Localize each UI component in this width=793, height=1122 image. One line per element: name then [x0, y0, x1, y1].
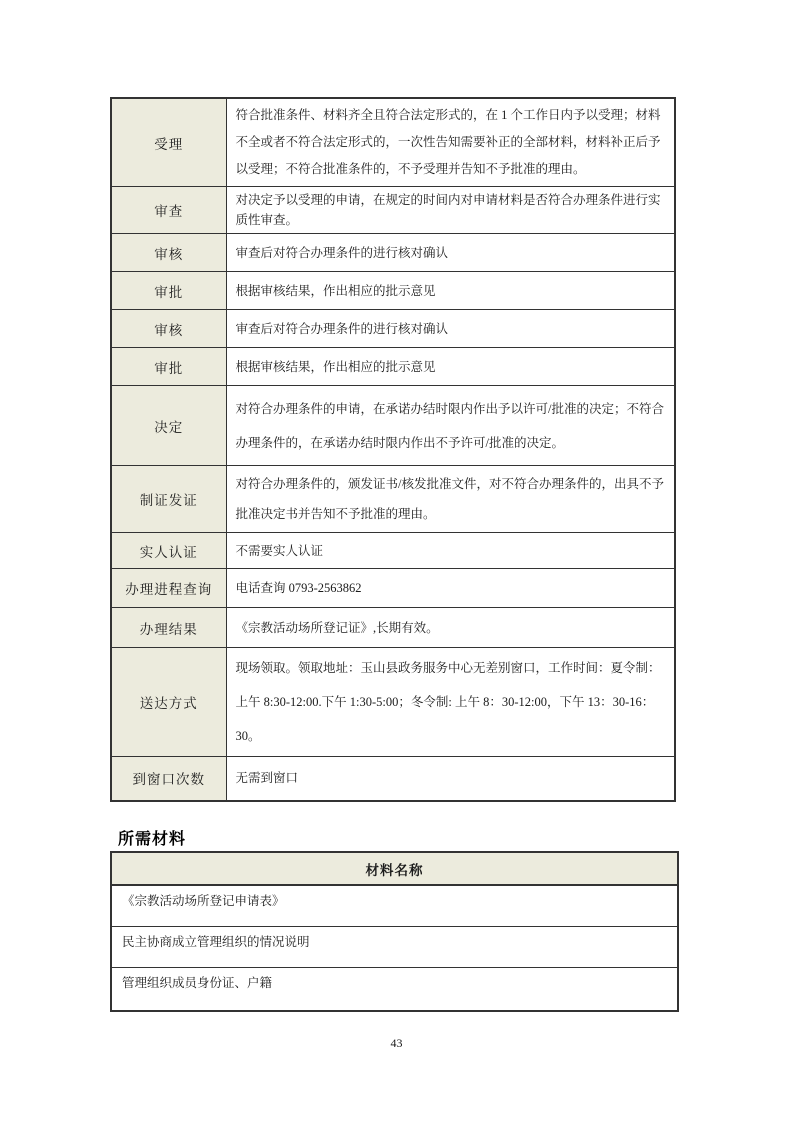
process-step-label: 到窗口次数: [111, 757, 226, 801]
material-name: 民主协商成立管理组织的情况说明: [111, 926, 678, 967]
table-row: [111, 967, 678, 1011]
process-step-description: 无需到窗口: [226, 757, 675, 801]
process-step-description: 根据审核结果，作出相应的批示意见: [226, 272, 675, 310]
material-name: 《宗教活动场所登记申请表》: [111, 885, 678, 926]
process-step-label: 办理进程查询: [111, 569, 226, 608]
table-row: [111, 234, 675, 272]
process-step-label: 审核: [111, 234, 226, 272]
process-table: [110, 97, 676, 802]
table-row: [111, 348, 675, 386]
table-row: [111, 533, 675, 569]
process-step-description: 对符合办理条件的申请，在承诺办结时限内作出予以许可/批准的决定；不符合办理条件的，在承诺办结时限内作出不予许可/批准的决定。: [226, 386, 675, 466]
table-row: [111, 569, 675, 608]
process-step-description: 对符合办理条件的，颁发证书/核发批准文件，对不符合办理条件的，出具不予批准决定书并告知不予批准的理由。: [226, 466, 675, 533]
material-name: 管理组织成员身份证、户籍: [111, 967, 678, 1011]
process-step-label: 审批: [111, 348, 226, 386]
table-row: [111, 885, 678, 926]
table-row: [111, 608, 675, 648]
table-row: [111, 466, 675, 533]
process-step-label: 决定: [111, 386, 226, 466]
page-number: 43: [390, 1036, 403, 1050]
process-step-description: 审查后对符合办理条件的进行核对确认: [226, 310, 675, 348]
process-step-label: 制证发证: [111, 466, 226, 533]
materials-column-header: 材料名称: [111, 852, 678, 885]
table-header-row: [111, 852, 678, 885]
table-row: [111, 310, 675, 348]
table-row: [111, 648, 675, 757]
process-step-label: 送达方式: [111, 648, 226, 757]
process-step-description: 根据审核结果，作出相应的批示意见: [226, 348, 675, 386]
process-step-description: 电话查询 0793-2563862: [226, 569, 675, 608]
table-row: [111, 98, 675, 187]
process-step-label: 实人认证: [111, 533, 226, 569]
table-row: [111, 386, 675, 466]
process-step-label: 受理: [111, 98, 226, 187]
materials-section-heading: 所需材料: [118, 831, 187, 848]
process-step-description: 符合批准条件、材料齐全且符合法定形式的，在 1 个工作日内予以受理；材料不全或者不符合法定形式的，一次性告知需要补正的全部材料，材料补正后予以受理；不符合批准条件的，不予受理并告知不予批准的理由。: [226, 98, 675, 187]
table-row: [111, 187, 675, 234]
materials-table: [110, 851, 679, 1012]
process-step-label: 审查: [111, 187, 226, 234]
process-step-label: 办理结果: [111, 608, 226, 648]
process-step-description: 现场领取。领取地址：玉山县政务服务中心无差别窗口，工作时间：夏令制：上午 8:30-12:00.下午 1:30-5:00；冬令制: 上午 8：30-12:00，下午 13：30-16：30。: [226, 648, 675, 757]
process-step-description: 对决定予以受理的申请，在规定的时间内对申请材料是否符合办理条件进行实质性审查。: [226, 187, 675, 234]
process-step-label: 审批: [111, 272, 226, 310]
table-row: [111, 272, 675, 310]
process-step-label: 审核: [111, 310, 226, 348]
process-step-description: 不需要实人认证: [226, 533, 675, 569]
process-step-description: 审查后对符合办理条件的进行核对确认: [226, 234, 675, 272]
table-row: [111, 926, 678, 967]
process-step-description: 《宗教活动场所登记证》,长期有效。: [226, 608, 675, 648]
table-row: [111, 757, 675, 801]
